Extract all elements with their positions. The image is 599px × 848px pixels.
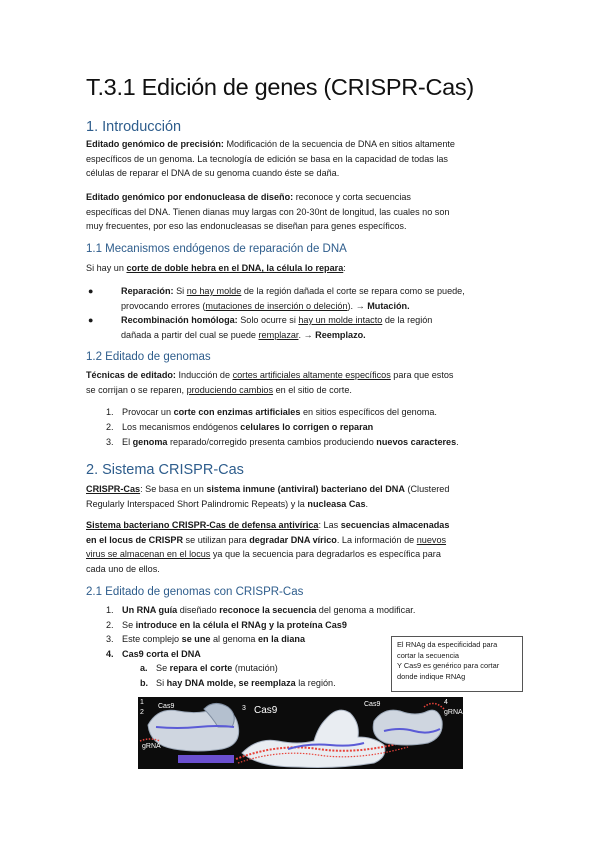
list-item: 1. Un RNA guía diseñado reconoce la secuencia del genoma a modificar. xyxy=(106,605,416,615)
list-subitem: b. Si hay DNA molde, se reemplaza la región. xyxy=(140,678,336,688)
figure-label: gRNA xyxy=(444,709,463,716)
subsection-heading-editado: 1.2 Editado de genomas xyxy=(86,351,211,363)
figure-label: 2 xyxy=(140,709,144,716)
term-editado-endonucleasa: Editado genómico por endonucleasa de diseño: xyxy=(86,192,294,202)
list-item: 2. Los mecanismos endógenos celulares lo corrigen o reparan xyxy=(106,422,374,432)
bullet-marker: ● xyxy=(88,286,94,296)
figure-label: Cas9 xyxy=(158,703,175,710)
paragraph-tecnicas-editado: Técnicas de editado: Inducción de cortes artificiales altamente específicos para que estos se corrijan o se reparen, produciendo cambios en el sitio de corte. xyxy=(86,370,454,395)
figure-label: 1 xyxy=(140,699,144,706)
list-item: 3. El genoma reparado/corregido presenta cambios produciendo nuevos caracteres. xyxy=(106,437,459,447)
figure-label: 4 xyxy=(444,699,448,706)
paragraph-sistema-bacteriano: Sistema bacteriano CRISPR-Cas de defensa antivírica: Las secuencias almacenadas en el locus de CRISPR se utilizan para degradar DNA vírico. La información de nuevos virus se almacenan en el locus ya que la secuencia para degradarlos es específica para cada uno de ellos. xyxy=(86,520,450,574)
section-heading-introduccion: 1. Introducción xyxy=(86,119,182,135)
paragraph-editado-precision: Editado genómico de precisión: Modificación de la secuencia de DNA en sitios altamente específicos de un genoma. La tecnología de edición se basa en la capacidad de todas las células de reparar el DNA de su genoma cuando éste se daña. xyxy=(86,139,455,179)
crispr-cas9-illustration xyxy=(138,697,463,769)
paragraph-editado-endonucleasa: Editado genómico por endonucleasa de diseño: reconoce y corta secuencias específicas del DNA. Tienen dianas muy largas con 20-30nt de longitud, las cuales no son muy frecuentes, por eso las endonucleasas se diseñan para genes específicos. xyxy=(86,192,450,232)
list-item: 3. Este complejo se une al genoma en la diana xyxy=(106,634,306,644)
list-subitem: a. Se repara el corte (mutación) xyxy=(140,663,278,673)
list-item: 2. Se introduce en la célula el RNAg y la proteína Cas9 xyxy=(106,620,347,630)
bullet-recombinacion: ● Recombinación homóloga: Solo ocurre si hay un molde intacto de la región dañada a partir del cual se puede remplazar. → Reemplazo. xyxy=(88,315,433,340)
side-note-box: El RNAg da especificidad para cortar la secuencia Y Cas9 es genérico para cortar donde indique RNAg xyxy=(391,636,523,692)
subsection-heading-mecanismos: 1.1 Mecanismos endógenos de reparación de DNA xyxy=(86,243,347,255)
paragraph-corte-doble-hebra: Si hay un corte de doble hebra en el DNA, la célula lo repara: xyxy=(86,263,346,273)
section-heading-crispr: 2. Sistema CRISPR-Cas xyxy=(86,462,244,478)
subsection-heading-crispr-editado: 2.1 Editado de genomas con CRISPR-Cas xyxy=(86,586,304,598)
paragraph-crispr-cas: CRISPR-Cas: Se basa en un sistema inmune (antiviral) bacteriano del DNA (Clustered Regularly Interspaced Short Palindromic Repeats) y la nucleasa Cas. xyxy=(86,484,450,509)
crispr-cas9-figure xyxy=(138,697,463,769)
bullet-marker: ● xyxy=(88,315,94,325)
page-title: T.3.1 Edición de genes (CRISPR-Cas) xyxy=(86,74,474,100)
cas9-panel-right xyxy=(373,703,444,745)
term-editado-precision: Editado genómico de precisión: xyxy=(86,139,224,149)
figure-label: gRNA xyxy=(142,743,161,750)
cas9-panel-left xyxy=(140,703,239,763)
list-item: 1. Provocar un corte con enzimas artificiales en sitios específicos del genoma. xyxy=(106,407,437,417)
bullet-reparacion: ● Reparación: Si no hay molde de la región dañada el corte se repara como se puede, provocando errores (mutaciones de inserción o deleción). → Mutación. xyxy=(88,286,465,311)
figure-label: 3 xyxy=(242,705,246,712)
list-item: 4. Cas9 corta el DNA xyxy=(106,649,201,659)
figure-label: Cas9 xyxy=(364,701,381,708)
figure-label: Cas9 xyxy=(254,705,278,716)
